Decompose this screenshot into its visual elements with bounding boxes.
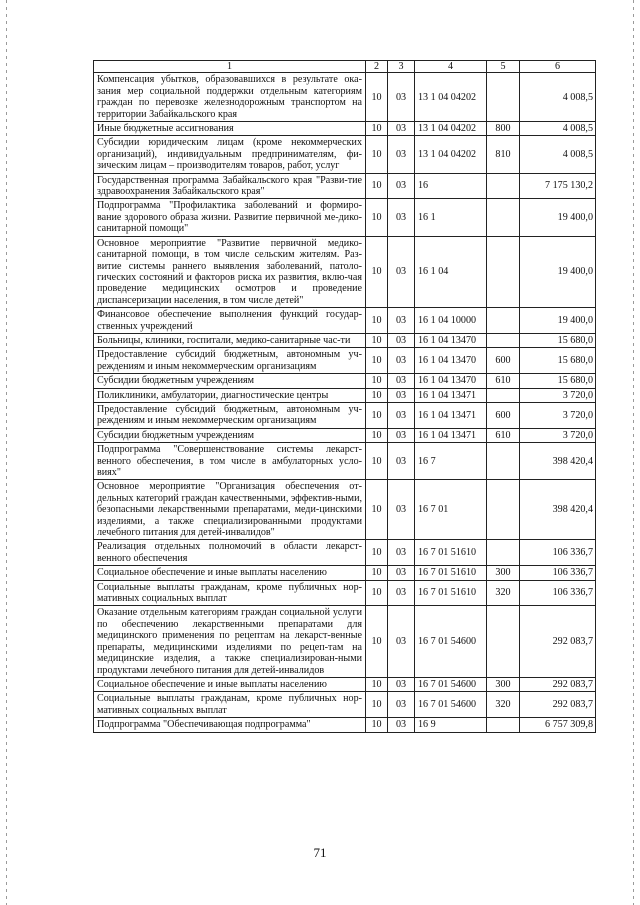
cell-amount: 106 336,7	[520, 580, 596, 606]
cell-amount: 6 757 309,8	[520, 718, 596, 732]
cell-pr: 03	[388, 580, 415, 606]
cell-pr: 03	[388, 122, 415, 136]
cell-csr: 16 1 04	[415, 236, 487, 307]
cell-csr: 13 1 04 04202	[415, 122, 487, 136]
cell-vr	[487, 443, 520, 480]
cell-name: Социальные выплаты гражданам, кроме публичных нор-мативных социальных выплат	[94, 580, 366, 606]
cell-vr: 300	[487, 677, 520, 691]
cell-rz: 10	[366, 480, 388, 540]
cell-amount: 3 720,0	[520, 402, 596, 428]
cell-rz: 10	[366, 718, 388, 732]
cell-rz: 10	[366, 136, 388, 173]
cell-vr	[487, 199, 520, 236]
cell-csr: 16 1 04 10000	[415, 308, 487, 334]
cell-amount: 19 400,0	[520, 308, 596, 334]
cell-rz: 10	[366, 388, 388, 402]
cell-csr: 16 1	[415, 199, 487, 236]
cell-vr	[487, 236, 520, 307]
cell-vr: 320	[487, 692, 520, 718]
cell-amount: 398 420,4	[520, 480, 596, 540]
cell-csr: 16 7 01 54600	[415, 692, 487, 718]
cell-vr	[487, 173, 520, 199]
cell-vr	[487, 388, 520, 402]
cell-vr	[487, 480, 520, 540]
cell-pr: 03	[388, 348, 415, 374]
cell-amount: 292 083,7	[520, 606, 596, 677]
cell-vr: 300	[487, 566, 520, 580]
cell-csr: 16 1 04 13470	[415, 348, 487, 374]
cell-rz: 10	[366, 348, 388, 374]
cell-vr: 610	[487, 428, 520, 442]
cell-name: Предоставление субсидий бюджетным, автономным уч-реждениям и иным некоммерческим организациям	[94, 402, 366, 428]
table-row	[94, 566, 596, 580]
cell-name: Социальное обеспечение и иные выплаты населению	[94, 677, 366, 691]
cell-vr	[487, 308, 520, 334]
cell-name: Основное мероприятие "Организация обеспечения от-дельных категорий граждан качественными, эффектив-ными, безопасными лекарственными препаратами, меди-цинскими изделиями, а также специализированными продуктами лечебного питания для детей-инвалидов"	[94, 480, 366, 540]
cell-pr: 03	[388, 428, 415, 442]
table-row	[94, 333, 596, 347]
cell-vr	[487, 606, 520, 677]
cell-pr: 03	[388, 333, 415, 347]
cell-vr: 320	[487, 580, 520, 606]
table-row	[94, 580, 596, 606]
cell-pr: 03	[388, 692, 415, 718]
cell-amount: 106 336,7	[520, 540, 596, 566]
cell-amount: 292 083,7	[520, 677, 596, 691]
cell-amount: 7 175 130,2	[520, 173, 596, 199]
page-number: 71	[313, 845, 327, 860]
cell-csr: 16 7 01 54600	[415, 606, 487, 677]
cell-name: Субсидии бюджетным учреждениям	[94, 428, 366, 442]
cell-csr: 16 7 01 51610	[415, 580, 487, 606]
cell-pr: 03	[388, 480, 415, 540]
cell-amount: 4 008,5	[520, 136, 596, 173]
table-row	[94, 692, 596, 718]
cell-csr: 13 1 04 04202	[415, 73, 487, 122]
cell-csr: 16 7 01 51610	[415, 540, 487, 566]
cell-name: Предоставление субсидий бюджетным, автономным уч-реждениям и иным некоммерческим организациям	[94, 348, 366, 374]
cell-pr: 03	[388, 443, 415, 480]
cell-name: Субсидии юридическим лицам (кроме некоммерческих организаций), индивидуальным предпринимателям, фи-зическим лицам – производителям товаров, работ, услуг	[94, 136, 366, 173]
cell-amount: 292 083,7	[520, 692, 596, 718]
table-row	[94, 428, 596, 442]
table-row	[94, 199, 596, 236]
cell-csr: 16 1 04 13471	[415, 388, 487, 402]
cell-name: Основное мероприятие "Развитие первичной медико-санитарной помощи, в том числе сельским жителям. Раз-витие системы раннего выявления заболеваний, патоло-гических состояний и факторов риска их развития, вклю-чая проведение медицинских осмотров и проведение диспансеризации населения, в том числе детей"	[94, 236, 366, 307]
scan-edge-right	[633, 0, 634, 905]
cell-vr	[487, 718, 520, 732]
cell-vr: 600	[487, 348, 520, 374]
cell-amount: 106 336,7	[520, 566, 596, 580]
cell-name: Подпрограмма "Совершенствование системы лекарст-венного обеспечения, в том числе в амбулаторных усло-виях"	[94, 443, 366, 480]
cell-amount: 19 400,0	[520, 236, 596, 307]
cell-rz: 10	[366, 402, 388, 428]
table-row	[94, 136, 596, 173]
cell-amount: 15 680,0	[520, 374, 596, 388]
cell-amount: 4 008,5	[520, 73, 596, 122]
header-cell: 5	[487, 61, 520, 73]
cell-name: Социальное обеспечение и иные выплаты населению	[94, 566, 366, 580]
cell-amount: 15 680,0	[520, 348, 596, 374]
cell-csr: 16 7 01	[415, 480, 487, 540]
cell-csr: 16 7 01 51610	[415, 566, 487, 580]
table-row	[94, 374, 596, 388]
cell-amount: 15 680,0	[520, 333, 596, 347]
cell-name: Социальные выплаты гражданам, кроме публичных нор-мативных социальных выплат	[94, 692, 366, 718]
table-row	[94, 540, 596, 566]
cell-rz: 10	[366, 428, 388, 442]
header-cell: 4	[415, 61, 487, 73]
cell-pr: 03	[388, 136, 415, 173]
cell-pr: 03	[388, 73, 415, 122]
table-row	[94, 308, 596, 334]
cell-vr	[487, 73, 520, 122]
cell-pr: 03	[388, 606, 415, 677]
cell-pr: 03	[388, 308, 415, 334]
table-header-row	[94, 61, 596, 73]
cell-name: Реализация отдельных полномочий в области лекарст-венного обеспечения	[94, 540, 366, 566]
cell-name: Государственная программа Забайкальского края "Разви-тие здравоохранения Забайкальского края"	[94, 173, 366, 199]
table-row	[94, 402, 596, 428]
cell-amount: 4 008,5	[520, 122, 596, 136]
cell-vr	[487, 540, 520, 566]
table-row	[94, 480, 596, 540]
scan-edge-left	[6, 0, 7, 905]
cell-pr: 03	[388, 173, 415, 199]
cell-amount: 19 400,0	[520, 199, 596, 236]
table-row	[94, 443, 596, 480]
cell-pr: 03	[388, 718, 415, 732]
header-cell: 1	[94, 61, 366, 73]
cell-rz: 10	[366, 122, 388, 136]
cell-csr: 16 1 04 13471	[415, 402, 487, 428]
header-cell: 3	[388, 61, 415, 73]
cell-rz: 10	[366, 374, 388, 388]
budget-table	[93, 60, 596, 733]
cell-vr: 600	[487, 402, 520, 428]
cell-csr: 16 9	[415, 718, 487, 732]
cell-pr: 03	[388, 540, 415, 566]
cell-name: Подпрограмма "Обеспечивающая подпрограмма"	[94, 718, 366, 732]
cell-name: Субсидии бюджетным учреждениям	[94, 374, 366, 388]
cell-name: Компенсация убытков, образовавшихся в результате ока-зания мер социальной поддержки отдельным категориям граждан по перевозке железнодорожным транспортом на территории Забайкальского края	[94, 73, 366, 122]
cell-rz: 10	[366, 308, 388, 334]
header-cell: 2	[366, 61, 388, 73]
table-row	[94, 236, 596, 307]
cell-csr: 16 7	[415, 443, 487, 480]
cell-rz: 10	[366, 580, 388, 606]
cell-rz: 10	[366, 677, 388, 691]
cell-pr: 03	[388, 236, 415, 307]
cell-csr: 16 1 04 13470	[415, 374, 487, 388]
cell-vr: 810	[487, 136, 520, 173]
cell-csr: 16 1 04 13470	[415, 333, 487, 347]
cell-rz: 10	[366, 173, 388, 199]
table-row	[94, 388, 596, 402]
cell-rz: 10	[366, 540, 388, 566]
cell-csr: 13 1 04 04202	[415, 136, 487, 173]
table-row	[94, 718, 596, 732]
cell-vr: 800	[487, 122, 520, 136]
cell-rz: 10	[366, 692, 388, 718]
table-row	[94, 122, 596, 136]
cell-vr: 610	[487, 374, 520, 388]
table-row	[94, 606, 596, 677]
cell-pr: 03	[388, 388, 415, 402]
table-row	[94, 677, 596, 691]
cell-pr: 03	[388, 402, 415, 428]
cell-pr: 03	[388, 199, 415, 236]
cell-name: Финансовое обеспечение выполнения функций государ-ственных учреждений	[94, 308, 366, 334]
cell-name: Поликлиники, амбулатории, диагностические центры	[94, 388, 366, 402]
cell-rz: 10	[366, 443, 388, 480]
cell-name: Подпрограмма "Профилактика заболеваний и формиро-вание здорового образа жизни. Развитие первичной ме-дико-санитарной помощи"	[94, 199, 366, 236]
cell-pr: 03	[388, 374, 415, 388]
table-row	[94, 73, 596, 122]
cell-csr: 16 7 01 54600	[415, 677, 487, 691]
header-cell: 6	[520, 61, 596, 73]
cell-amount: 3 720,0	[520, 428, 596, 442]
cell-name: Больницы, клиники, госпитали, медико-санитарные час-ти	[94, 333, 366, 347]
cell-name: Оказание отдельным категориям граждан социальной услуги по обеспечению лекарственными препаратами для медицинского применения по рецептам на лекарст-венные препараты, медицинскими изделиями по рецеп-там на медицинские изделия, а также специализирован-ными продуктами лечебного питания для детей-инвалидов	[94, 606, 366, 677]
table-row	[94, 173, 596, 199]
cell-name: Иные бюджетные ассигнования	[94, 122, 366, 136]
cell-amount: 3 720,0	[520, 388, 596, 402]
cell-pr: 03	[388, 677, 415, 691]
cell-csr: 16	[415, 173, 487, 199]
cell-vr	[487, 333, 520, 347]
cell-rz: 10	[366, 566, 388, 580]
cell-rz: 10	[366, 606, 388, 677]
table-row	[94, 348, 596, 374]
cell-pr: 03	[388, 566, 415, 580]
cell-amount: 398 420,4	[520, 443, 596, 480]
cell-rz: 10	[366, 236, 388, 307]
cell-csr: 16 1 04 13471	[415, 428, 487, 442]
cell-rz: 10	[366, 199, 388, 236]
cell-rz: 10	[366, 333, 388, 347]
cell-rz: 10	[366, 73, 388, 122]
